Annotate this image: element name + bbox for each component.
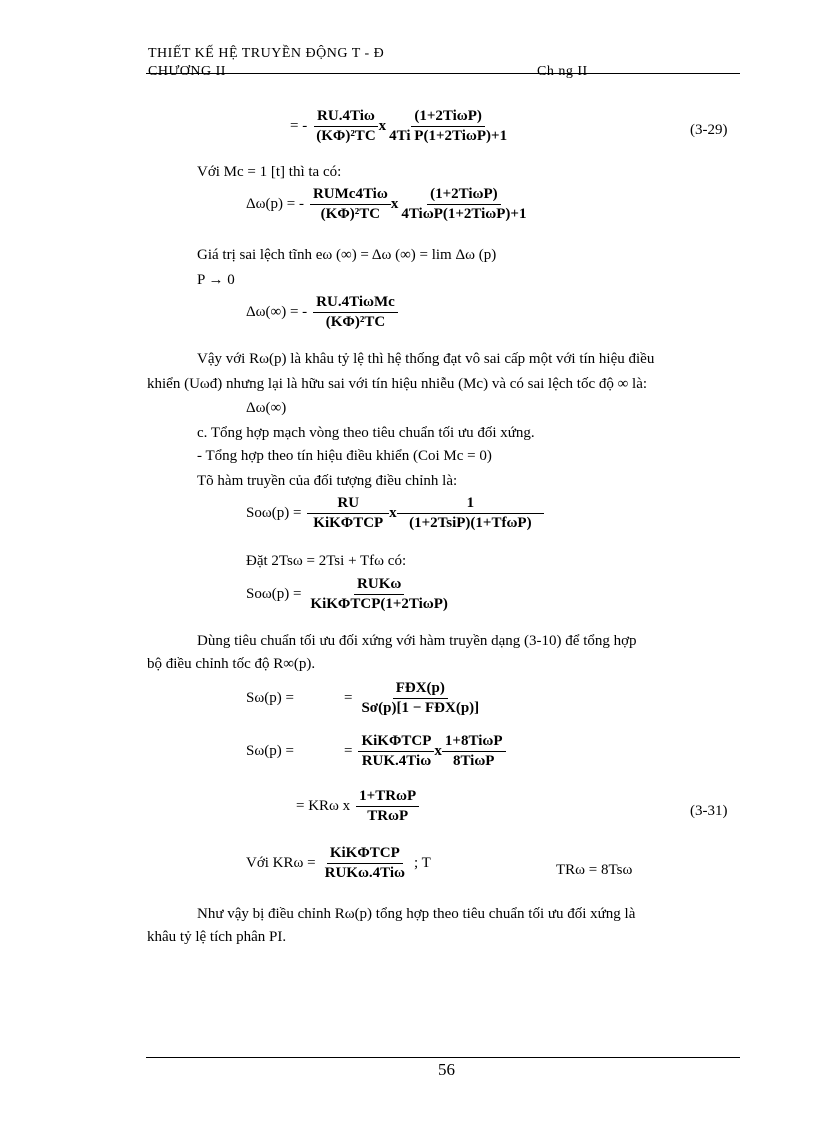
equation-s-omega-2 [246,576,451,613]
equation-delta-omega [246,186,529,223]
header-chapter: CHƯƠNG II [148,64,226,79]
fraction-1 [358,733,434,770]
times-sign: x [389,505,397,521]
equation-delta-omega-inf [246,294,398,331]
fraction-numerator: RUKω [354,576,404,595]
fraction [307,576,451,613]
fraction-2 [386,108,510,145]
header-title: THIẾT KẾ HỆ TRUYỀN ĐỘNG T - Đ [148,46,385,61]
fraction [358,680,482,717]
text-control-signal: - Tổng hợp theo tín hiệu điều khiển (Coi Mc = 0) [197,448,492,464]
fraction-denominator: (KΦ)²TC [316,128,376,144]
times-sign: x [390,196,399,212]
paragraph-2-line-2: bộ điều chỉnh tốc độ R∞(p). [147,656,316,672]
eq-lhs: Soω(p) = [246,586,302,602]
eq-lhs: Sω(p) = [246,690,294,706]
paragraph-3-line-1: Như vậy bị điều chỉnh Rω(p) tổng hợp theo tiêu chuẩn tối ưu đối xứng là [197,906,636,922]
fraction-1 [313,108,378,145]
fraction-2 [397,495,545,532]
eq-lhs: Δω(∞) = - [246,304,308,320]
header-chapter-right: Ch ng II [537,64,588,79]
fraction-denominator: 4Ti P(1+2TiωP)+1 [389,128,508,144]
eq-sign: = [344,743,353,759]
fraction-denominator: TRωP [367,808,409,824]
fraction-denominator: (1+2TsiP)(1+TfωP) [409,515,532,531]
fraction-denominator: RUK.4Tiω [361,753,432,769]
fraction-denominator: (KΦ)²TC [325,314,386,330]
equation-3-31 [296,788,419,825]
page-number: 56 [438,1060,455,1079]
fraction-2 [442,733,506,770]
paragraph-1-line-1: Vậy với Rω(p) là khâu tỷ lệ thì hệ thống đạt vô sai cấp một với tín hiệu điều [197,351,655,367]
text-static-error: Giá trị sai lệch tĩnh eω (∞) = Δω (∞) = lim Δω (p) [197,247,497,263]
fraction-numerator: 1+8TiωP [442,733,506,752]
equation-k-r-omega [246,845,431,882]
fraction-1 [310,186,391,223]
text-transfer-function: Tõ hàm truyền của đối tượng điều chỉnh là: [197,473,458,489]
equation-s-omega-3 [246,680,482,717]
fraction-denominator: KiKΦTCP(1+2TiωP) [310,596,448,612]
fraction-denominator: (KΦ)²TC [320,206,381,222]
fraction-1 [307,495,389,532]
eq-tail: ; T [414,855,431,871]
text-t-r-omega: TRω = 8Tsω [556,862,633,878]
fraction-numerator: FĐX(p) [393,680,448,699]
fraction-numerator: RU [307,495,389,514]
fraction-numerator: RU.4TiωMc [313,294,398,313]
header-rule [146,73,740,74]
fraction-numerator: (1+2TiωP) [427,186,501,205]
eq-lhs: Với KRω = [246,855,316,871]
eq-lhs: Soω(p) = [246,505,302,521]
equation-s-omega-4 [246,733,506,770]
fraction-2 [398,186,529,223]
equation-label: (3-29) [690,122,728,138]
equation-s-omega-1 [246,495,544,532]
section-heading-c: c. Tổng hợp mạch vòng theo tiêu chuẩn tối ưu đối xứng. [197,425,535,441]
fraction [322,845,408,882]
fraction-numerator: RU.4Tiω [314,108,378,127]
eq-sign: = [344,690,353,706]
fraction-numerator: 1 [397,495,545,514]
text-limit: P → 0 [197,272,235,288]
fraction-denominator: 4TiωP(1+2TiωP)+1 [401,206,527,222]
fraction-denominator: RUKω.4Tiω [324,865,406,881]
fraction-numerator: KiKΦTCP [358,733,434,752]
times-sign: x [378,118,387,134]
paragraph-3-line-2: khâu tỷ lệ tích phân PI. [147,929,287,945]
text-set: Đặt 2Tsω = 2Tsi + Tfω có: [246,553,407,569]
text-mc: Với Mc = 1 [t] thì ta có: [197,164,342,180]
text-delta-omega-inf: Δω(∞) [246,400,287,416]
eq-prefix: = KRω x [296,798,351,814]
fraction-numerator: KiKΦTCP [327,845,403,864]
eq-lhs: Sω(p) = [246,743,294,759]
times-sign: x [434,743,442,759]
paragraph-1-line-2: khiển (Uωđ) nhưng lại là hữu sai với tín hiệu nhiễu (Mc) và có sai lệch tốc độ ∞ là: [147,376,648,392]
fraction-denominator: Sơ(p)[1 − FĐX(p)] [361,700,480,716]
fraction-numerator: 1+TRωP [356,788,419,807]
fraction-denominator: 8TiωP [452,753,495,769]
equation-label: (3-31) [690,803,728,819]
eq-lhs: Δω(p) = - [246,196,304,212]
fraction [356,788,419,825]
fraction-numerator: (1+2TiωP) [411,108,485,127]
fraction [313,294,398,331]
fraction-numerator: RUMc4Tiω [310,186,391,205]
paragraph-2-line-1: Dùng tiêu chuẩn tối ưu đối xứng với hàm truyền dạng (3-10) để tổng hợp [197,633,637,649]
fraction-denominator: KiKΦTCP [313,515,384,531]
footer-rule [146,1057,740,1058]
eq-prefix: = - [290,118,308,134]
equation-3-29 [290,108,510,145]
